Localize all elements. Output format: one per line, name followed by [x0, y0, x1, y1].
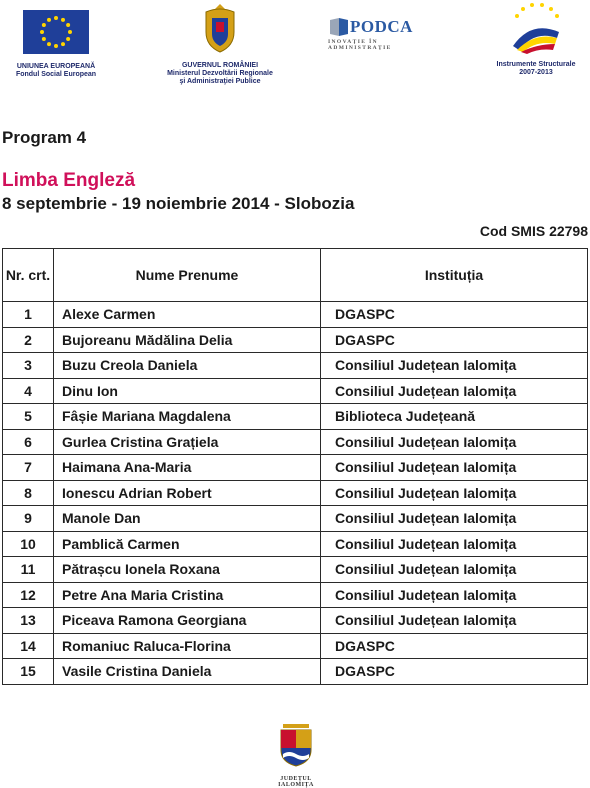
eu-star-icon	[61, 42, 65, 46]
name-cell: Ionescu Adrian Robert	[54, 480, 321, 506]
table-row	[3, 659, 588, 685]
table-row	[3, 302, 588, 328]
table-row	[3, 480, 588, 506]
name-cell: Fâșie Mariana Magdalena	[54, 404, 321, 430]
name-cell: Alexe Carmen	[54, 302, 321, 328]
smis-code: Cod SMIS 22798	[479, 223, 588, 239]
nr-cell: 2	[3, 327, 54, 353]
header-institution: Instituția	[321, 249, 588, 302]
program-title: Program 4	[2, 128, 87, 147]
table-row	[3, 557, 588, 583]
podca-tagline: INOVAŢIE ÎN ADMINISTRAŢIE	[328, 39, 392, 51]
structural-instruments-icon	[507, 2, 565, 54]
nr-cell: 3	[3, 353, 54, 379]
nr-cell: 5	[3, 404, 54, 430]
institution-cell: Consiliul Județean Ialomița	[321, 506, 588, 532]
name-cell: Romaniuc Raluca-Florina	[54, 633, 321, 659]
table-row	[3, 506, 588, 532]
institution-cell: Consiliul Județean Ialomița	[321, 531, 588, 557]
gov-caption-line-2: Ministerul Dezvoltării Regionale	[167, 70, 273, 77]
table-row	[3, 404, 588, 430]
eu-star-icon	[40, 30, 44, 34]
institution-cell: DGASPC	[321, 659, 588, 685]
ialomita-crest	[268, 722, 324, 788]
course-period: 8 septembrie - 19 noiembrie 2014 - Slobozia	[2, 194, 355, 213]
institution-cell: DGASPC	[321, 327, 588, 353]
participants-table	[2, 248, 588, 685]
eu-star-icon	[54, 16, 58, 20]
table-header-row	[3, 249, 588, 302]
nr-cell: 6	[3, 429, 54, 455]
table-row	[3, 633, 588, 659]
nr-cell: 13	[3, 608, 54, 634]
nr-cell: 15	[3, 659, 54, 685]
table-body	[3, 302, 588, 685]
table-row	[3, 378, 588, 404]
institution-cell: Consiliul Județean Ialomița	[321, 608, 588, 634]
nr-cell: 1	[3, 302, 54, 328]
eu-star-icon	[66, 37, 70, 41]
eu-star-icon	[47, 18, 51, 22]
name-cell: Dinu Ion	[54, 378, 321, 404]
name-cell: Petre Ana Maria Cristina	[54, 582, 321, 608]
nr-cell: 9	[3, 506, 54, 532]
header-name: Nume Prenume	[54, 249, 321, 302]
eu-star-icon	[66, 23, 70, 27]
nr-cell: 12	[3, 582, 54, 608]
nr-cell: 8	[3, 480, 54, 506]
eu-flag-icon	[23, 10, 89, 54]
eu-star-icon	[61, 18, 65, 22]
name-cell: Manole Dan	[54, 506, 321, 532]
header-nr: Nr. crt.	[3, 249, 54, 302]
institution-cell: DGASPC	[321, 302, 588, 328]
gov-caption-line-3: şi Administraţiei Publice	[179, 78, 261, 85]
name-cell: Buzu Creola Daniela	[54, 353, 321, 379]
institution-cell: Consiliul Județean Ialomița	[321, 429, 588, 455]
name-cell: Pamblică Carmen	[54, 531, 321, 557]
nr-cell: 14	[3, 633, 54, 659]
eu-star-icon	[68, 30, 72, 34]
institution-cell: Biblioteca Județeană	[321, 404, 588, 430]
eu-caption-line-1: UNIUNEA EUROPEANĂ	[16, 63, 96, 70]
eu-star-icon	[42, 37, 46, 41]
institution-cell: Consiliul Județean Ialomița	[321, 378, 588, 404]
institution-cell: Consiliul Județean Ialomița	[321, 557, 588, 583]
name-cell: Vasile Cristina Daniela	[54, 659, 321, 685]
eu-star-icon	[42, 23, 46, 27]
table-row	[3, 353, 588, 379]
eu-star-icon	[47, 42, 51, 46]
structural-instruments-logo	[488, 2, 584, 77]
podca-mark-icon	[328, 16, 350, 38]
nr-cell: 11	[3, 557, 54, 583]
name-cell: Gurlea Cristina Grațiela	[54, 429, 321, 455]
institution-cell: Consiliul Județean Ialomița	[321, 353, 588, 379]
nr-cell: 7	[3, 455, 54, 481]
name-cell: Bujoreanu Mădălina Delia	[54, 327, 321, 353]
gov-caption-line-1: GUVERNUL ROMÂNIEI	[181, 62, 259, 69]
is-caption-line-1: Instrumente Structurale	[496, 61, 576, 68]
institution-cell: DGASPC	[321, 633, 588, 659]
institution-cell: Consiliul Județean Ialomița	[321, 480, 588, 506]
institution-cell: Consiliul Județean Ialomița	[321, 455, 588, 481]
eu-star-icon	[54, 44, 58, 48]
nr-cell: 4	[3, 378, 54, 404]
table-row	[3, 455, 588, 481]
table-row	[3, 429, 588, 455]
podca-name: PODCA	[350, 17, 413, 36]
romanian-coat-of-arms-icon	[200, 2, 240, 54]
nr-cell: 10	[3, 531, 54, 557]
is-caption-line-2: 2007-2013	[519, 69, 553, 76]
table-row	[3, 582, 588, 608]
name-cell: Pătrașcu Ionela Roxana	[54, 557, 321, 583]
eu-logo	[14, 10, 98, 79]
name-cell: Piceava Ramona Georgiana	[54, 608, 321, 634]
eu-caption-line-2: Fondul Social European	[15, 71, 97, 78]
podca-logo	[328, 16, 436, 51]
name-cell: Haimana Ana-Maria	[54, 455, 321, 481]
table-row	[3, 327, 588, 353]
crest-caption: JUDEŢUL IALOMIŢA	[278, 776, 314, 788]
course-title: Limba Engleză	[2, 170, 136, 191]
institution-cell: Consiliul Județean Ialomița	[321, 582, 588, 608]
ialomita-coat-of-arms-icon	[279, 722, 313, 768]
table-row	[3, 608, 588, 634]
table-row	[3, 531, 588, 557]
government-logo	[140, 2, 300, 86]
